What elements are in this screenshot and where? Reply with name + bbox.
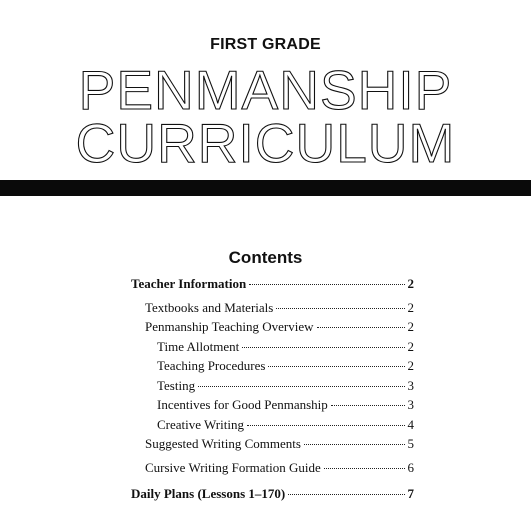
toc-entry-teaching-procedures <box>131 356 414 376</box>
toc-label: Cursive Writing Formation Guide <box>145 459 321 475</box>
toc-label: Creative Writing <box>157 416 244 432</box>
toc-page: 2 <box>407 358 414 373</box>
toc-page: 2 <box>407 276 414 291</box>
dot-leader <box>198 386 404 387</box>
toc-page: 4 <box>407 416 414 432</box>
divider-bar <box>0 180 531 196</box>
title-line-penmanship: PENMANSHIP <box>78 59 453 121</box>
toc-entry-testing <box>131 376 414 396</box>
toc-page: 2 <box>407 299 414 315</box>
toc-entry-cursive-guide <box>131 458 414 478</box>
toc-entry-writing-comments <box>131 434 414 454</box>
toc-label: Time Allotment <box>157 338 240 354</box>
dot-leader <box>331 405 405 406</box>
toc-label: Penmanship Teaching Overview <box>145 319 314 334</box>
grade-label: FIRST GRADE <box>210 36 321 53</box>
toc-entry-teaching-overview <box>131 317 414 337</box>
toc-entry-time-allotment <box>131 337 414 357</box>
dot-leader <box>276 308 404 309</box>
dot-leader <box>249 284 404 285</box>
toc-label: Incentives for Good Penmanship <box>157 397 328 412</box>
toc-page: 6 <box>407 459 414 475</box>
toc-label: Daily Plans (Lessons 1–170) <box>131 486 286 501</box>
dot-leader <box>242 347 404 348</box>
dot-leader <box>324 468 405 469</box>
toc-page: 2 <box>407 319 414 334</box>
toc-label: Teacher Information <box>131 276 247 291</box>
toc-entry-textbooks <box>131 298 414 318</box>
toc-label: Testing <box>157 377 196 393</box>
toc-entry-incentives <box>131 395 414 415</box>
dot-leader <box>317 327 405 328</box>
toc-page: 3 <box>407 397 414 412</box>
dot-leader <box>268 366 404 367</box>
toc-page: 7 <box>407 486 414 501</box>
title-line-curriculum: CURRICULUM <box>75 112 456 174</box>
toc-label: Textbooks and Materials <box>145 299 274 315</box>
contents-heading: Contents <box>228 248 303 267</box>
toc-entry-daily-plans <box>131 484 414 504</box>
toc-entry-creative-writing <box>131 415 414 435</box>
toc-entry-teacher-information <box>131 274 414 294</box>
dot-leader <box>304 444 405 445</box>
toc-page: 2 <box>407 338 414 354</box>
toc-label: Suggested Writing Comments <box>145 436 301 451</box>
dot-leader <box>247 425 405 426</box>
toc-page: 5 <box>407 436 414 451</box>
toc-page: 3 <box>407 377 414 393</box>
table-of-contents <box>131 274 414 504</box>
toc-label: Teaching Procedures <box>157 358 266 373</box>
dot-leader <box>288 494 404 495</box>
